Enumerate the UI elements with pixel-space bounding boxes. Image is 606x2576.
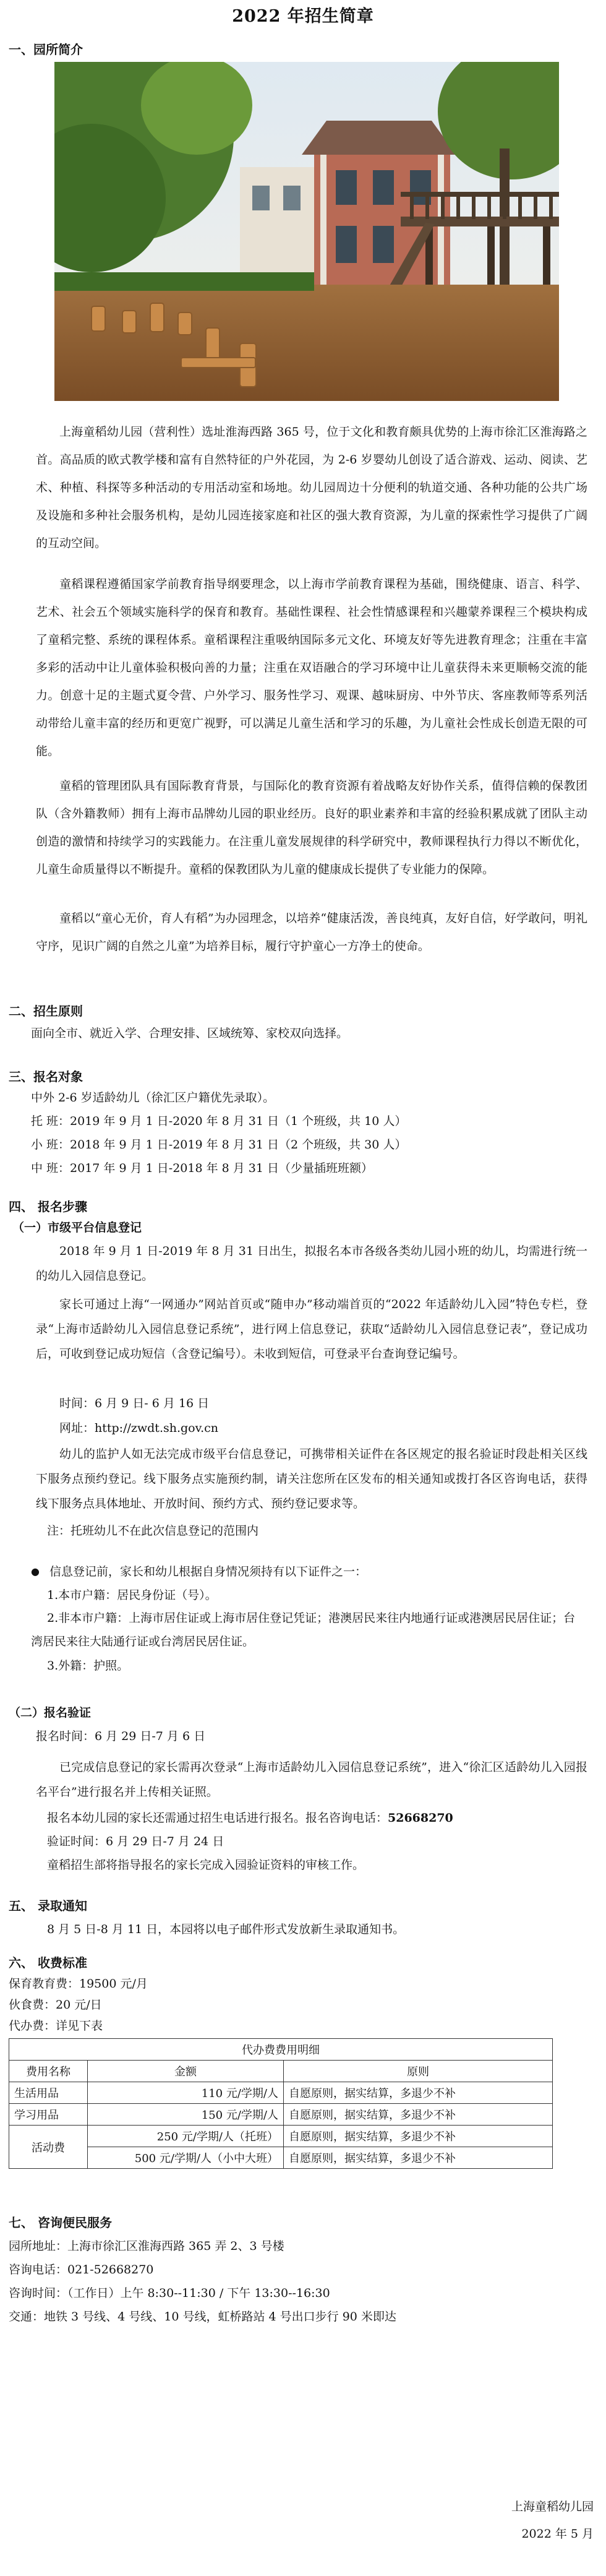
phone-line xyxy=(47,1807,453,1829)
fee-line-3: 代办费：详见下表 xyxy=(9,2019,103,2033)
fee-name: 活动费 xyxy=(9,2126,88,2169)
registration-website[interactable]: 网址：http://zwdt.sh.gov.cn xyxy=(59,1421,219,1435)
intro-paragraph-3: 童稻的管理团队具有国际教育背景，与国际化的教育资源有着战略友好协作关系，值得信赖的保教团队（含外籍教师）拥有上海市品牌幼儿园的职业经历。良好的职业素养和丰富的经验积累成就了团队主动创造的激情和持续学习的实践能力。在注重儿童发展规律的科学研究中，教师课程执行力得以不断优化，儿童生命质量得以不断提升。童稻的保教团队为儿童的健康成长提供了专业能力的保障。 xyxy=(36,779,587,876)
target-line-4: 中 班：2017 年 9 月 1 日-2018 年 8 月 31 日（少量插班班额） xyxy=(31,1161,373,1175)
section-5-heading: 五、 录取通知 xyxy=(9,1898,87,1913)
fee-rule: 自愿原则，据实结算，多退少不补 xyxy=(284,2082,553,2104)
step-1-note: 注：托班幼儿不在此次信息登记的范围内 xyxy=(47,1524,259,1538)
step-1-paragraph-1: 2018 年 9 月 1 日-2019 年 8 月 31 日出生，拟报名本市各级各类幼儿园小班的幼儿，均需进行统一的幼儿入园信息登记。 xyxy=(36,1244,587,1283)
table-row xyxy=(9,2126,553,2147)
fee-amount: 110 元/学期/人 xyxy=(88,2082,284,2104)
document-2: 2.非本市户籍：上海市居住证或上海市居住登记凭证；港澳居民来往内地通行证或港澳居民居住证；台湾居民来往大陆通行证或台湾居民居住证。 xyxy=(31,1611,576,1648)
fee-line-2: 伙食费：20 元/日 xyxy=(9,1998,102,2012)
step-1-heading: （一）市级平台信息登记 xyxy=(12,1221,142,1234)
signature-org: 上海童稻幼儿园 xyxy=(511,2500,594,2514)
fee-amount: 150 元/学期/人 xyxy=(88,2104,284,2126)
fee-rule: 自愿原则，据实结算，多退少不补 xyxy=(284,2147,553,2169)
table-header-amount: 金额 xyxy=(88,2061,284,2082)
step-1-paragraph-3: 幼儿的监护人如无法完成市级平台信息登记，可携带相关证件在各区规定的报名验证时段赴相关区线下服务点预约登记。线下服务点实施预约制，请关注您所在区发布的相关通知或拨打各区咨询电话，获得线下服务点具体地址、开放时间、预约方式、预约登记要求等。 xyxy=(36,1447,587,1510)
contact-transport: 交通：地铁 3 号线、4 号线、10 号线，虹桥路站 4 号出口步行 90 米即达 xyxy=(9,2310,396,2324)
phone-number[interactable]: 52668270 xyxy=(388,1811,453,1825)
fee-amount: 500 元/学期/人（小中大班） xyxy=(88,2147,284,2169)
contact-address: 园所地址：上海市徐汇区淮海西路 365 弄 2、3 号楼 xyxy=(9,2239,284,2253)
fee-name: 生活用品 xyxy=(9,2082,88,2104)
step-2-time: 报名时间：6 月 29 日-7 月 6 日 xyxy=(36,1730,206,1743)
fee-rule: 自愿原则，据实结算，多退少不补 xyxy=(284,2126,553,2147)
fee-table-caption: 代办费费用明细 xyxy=(9,2039,553,2061)
intro-paragraph-1: 上海童稻幼儿园（营利性）选址淮海西路 365 号，位于文化和教育颇具优势的上海市徐汇区淮海路之首。高品质的欧式教学楼和富有自然特征的户外花园，为 2-6 岁婴幼儿创设了适合游戏、运动、阅读、艺术、种植、科探等多种活动的专用活动室和场地。幼儿园周边十分便利的轨道交通、各种功能的公共广场及设施和多种社会服务机构，是幼儿园连接家庭和社区的强大教育资源，为儿童的探索性学习提供了广阔的互动空间。 xyxy=(36,425,587,550)
intro-paragraph-4: 童稻以“童心无价，育人有稻”为办园理念，以培养“健康活泼，善良纯真，友好自信，好学敢问，明礼守序，见识广阔的自然之儿童”为培养目标，履行守护童心一方净土的使命。 xyxy=(36,911,587,953)
fee-amount: 250 元/学期/人（托班） xyxy=(88,2126,284,2147)
document-3: 3.外籍：护照。 xyxy=(47,1659,129,1673)
target-line-2: 托 班：2019 年 9 月 1 日-2020 年 8 月 31 日（1 个班级，共 10 人） xyxy=(31,1114,407,1128)
fee-name: 学习用品 xyxy=(9,2104,88,2126)
section-4-heading: 四、 报名步骤 xyxy=(9,1199,87,1214)
table-header-name: 费用名称 xyxy=(9,2061,88,2082)
signature-date: 2022 年 5 月 xyxy=(521,2527,594,2541)
bullet-icon: ● xyxy=(31,1566,40,1577)
step-1-paragraph-2: 家长可通过上海“一网通办”网站首页或“随申办”移动端首页的“2022 年适龄幼儿入园”特色专栏，登录“上海市适龄幼儿入园信息登记系统”，进行网上信息登记，获取“适龄幼儿入园信息登记表”，登记成功后，可收到登记成功短信（含登记编号）。未收到短信，可登录平台查询登记编号。 xyxy=(36,1298,587,1361)
section-6-heading: 六、 收费标准 xyxy=(9,1955,87,1970)
intro-paragraph-2: 童稻课程遵循国家学前教育指导纲要理念，以上海市学前教育课程为基础，围绕健康、语言、科学、艺术、社会五个领域实施科学的保育和教育。基础性课程、社会性情感课程和兴趣蒙养课程三个模块构成了童稻完整、系统的课程体系。童稻课程注重吸纳国际多元文化、环境友好等先进教育理念；注重在丰富多彩的活动中让儿童体验积极向善的力量；注重在双语融合的学习环境中让儿童获得未来更顺畅交流的能力。创意十足的主题式夏令营、户外学习、服务性学习、观课、越味厨房、中外节庆、客座教师等系列活动带给儿童丰富的经历和更宽广视野，可以满足儿童生活和学习的乐趣，为儿童社会性成长创造无限的可能。 xyxy=(36,577,587,758)
step-2-heading: （二）报名验证 xyxy=(9,1706,92,1720)
section-1-heading: 一、园所简介 xyxy=(9,42,83,57)
section-7-heading: 七、 咨询便民服务 xyxy=(9,2215,112,2230)
phone-label: 报名本幼儿园的家长还需通过招生电话进行报名。报名咨询电话： xyxy=(47,1811,388,1825)
section-3-heading: 三、报名对象 xyxy=(9,1069,83,1084)
enrollment-principle: 面向全市、就近入学、合理安排、区域统筹、家校双向选择。 xyxy=(31,1027,349,1040)
registration-time: 时间：6 月 9 日- 6 月 16 日 xyxy=(59,1397,210,1410)
table-row xyxy=(9,2082,553,2104)
step-2-paragraph-1: 已完成信息登记的家长需再次登录“上海市适龄幼儿入园信息登记系统”，进入“徐汇区适龄幼儿入园报名平台”进行报名并上传相关证照。 xyxy=(36,1760,587,1799)
contact-phone: 咨询电话：021-52668270 xyxy=(9,2263,154,2277)
fee-line-1: 保育教育费：19500 元/月 xyxy=(9,1977,148,1991)
admission-notice: 8 月 5 日-8 月 11 日，本园将以电子邮件形式发放新生录取通知书。 xyxy=(47,1923,405,1936)
table-header-rule: 原则 xyxy=(284,2061,553,2082)
target-line-1: 中外 2-6 岁适龄幼儿（徐汇区户籍优先录取）。 xyxy=(31,1091,275,1105)
contact-hours: 咨询时间：（工作日）上午 8:30--11:30 / 下午 13:30--16:30 xyxy=(9,2286,330,2300)
section-2-heading: 二、招生原则 xyxy=(9,1004,83,1019)
fee-rule: 自愿原则，据实结算，多退少不补 xyxy=(284,2104,553,2126)
target-line-3: 小 班：2018 年 9 月 1 日-2019 年 8 月 31 日（2 个班级，共 30 人） xyxy=(31,1138,407,1152)
verify-time: 验证时间：6 月 29 日-7 月 24 日 xyxy=(47,1835,224,1848)
fee-table xyxy=(9,2038,553,2169)
page-title: 2022 年招生简章 xyxy=(232,7,374,26)
table-row xyxy=(9,2147,553,2169)
document-1: 1.本市户籍：居民身份证（号）。 xyxy=(47,1588,217,1602)
step-2-paragraph-2: 童稻招生部将指导报名的家长完成入园验证资料的审核工作。 xyxy=(47,1858,365,1872)
table-row xyxy=(9,2104,553,2126)
kindergarten-photo xyxy=(54,62,559,401)
documents-intro: 信息登记前，家长和幼儿根据自身情况须持有以下证件之一： xyxy=(49,1565,367,1579)
